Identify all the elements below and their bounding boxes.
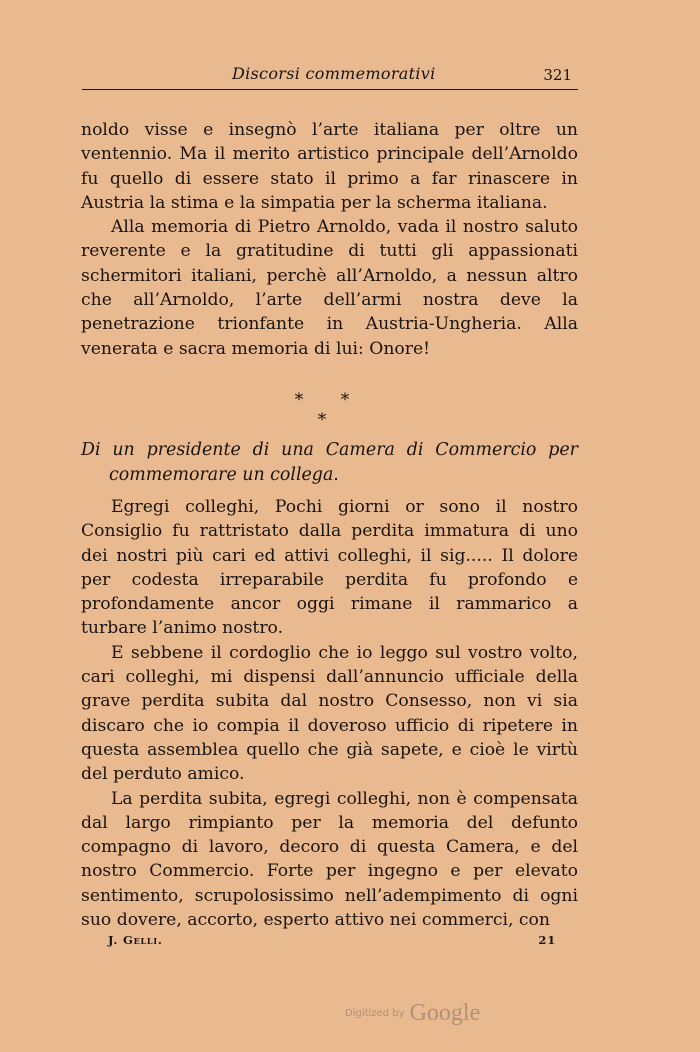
signature-number: 21 (538, 933, 556, 947)
watermark-brand: Google (409, 1000, 481, 1026)
speech-text-block (81, 495, 578, 932)
paragraph: Alla memoria di Pietro Arnoldo, vada il nostro saluto reverente e la gratitudine di tutti gli appassionati schermitori italiani, perchè all’Arnoldo, a nessun altro che all’Arnoldo, l’arte dell’armi nostra deve la penetrazione trionfante in Austria-Ungheria. Alla venerata e sacra memoria di lui: Onore! (81, 217, 578, 359)
section-heading (81, 438, 578, 487)
page-footer (108, 933, 556, 953)
continued-text-block (81, 118, 578, 361)
running-title: Discorsi commemorativi (232, 64, 436, 83)
paragraph: E sebbene il cordoglio che io leggo sul vostro volto, cari colleghi, mi dispensi dall’annuncio ufficiale della grave perdita subita dal nostro Consesso, non vi sia discaro che io compia il doveroso ufficio di ripetere in questa assemblea quello che già sapete, e cioè le virtù del perduto amico. (81, 642, 578, 785)
page-header (82, 56, 578, 90)
watermark-prefix: Digitized by (345, 1008, 405, 1019)
header-rule (82, 89, 578, 90)
printer-signature-mark: J. Gelli. (108, 933, 163, 947)
digitization-watermark (345, 1000, 480, 1030)
paragraph: Egregi colleghi, Pochi giorni or sono il nostro Consiglio fu rattristato dalla perdita immatura di uno dei nostri più cari ed attivi colleghi, il sig..... Il dolore per codesta irreparabile perdita fu profondo e profondamente ancor oggi rimane il rammarico a turbare l’animo nostro. (81, 497, 578, 639)
page-number: 321 (543, 66, 572, 84)
paragraph: noldo visse e insegnò l’arte italiana per oltre un ventennio. Ma il merito artistico principale dell’Arnoldo fu quello di essere stato il primo a far rinascere in Austria la stima e la simpatia per la scherma italiana. (81, 120, 578, 213)
paragraph: La perdita subita, egregi colleghi, non è compensata dal largo rimpianto per la memoria del defunto compagno di lavoro, decoro di questa Camera, e del nostro Commercio. Forte per ingegno e per elevato sentimento, scrupolosissimo nell’adempimento di ogni suo dovere, accorto, esperto attivo nei commerci, con (81, 788, 578, 931)
section-title: Di un presidente di una Camera di Commercio per commemorare un collega. (81, 440, 578, 485)
section-separator-asterisms: * * * (294, 390, 366, 430)
